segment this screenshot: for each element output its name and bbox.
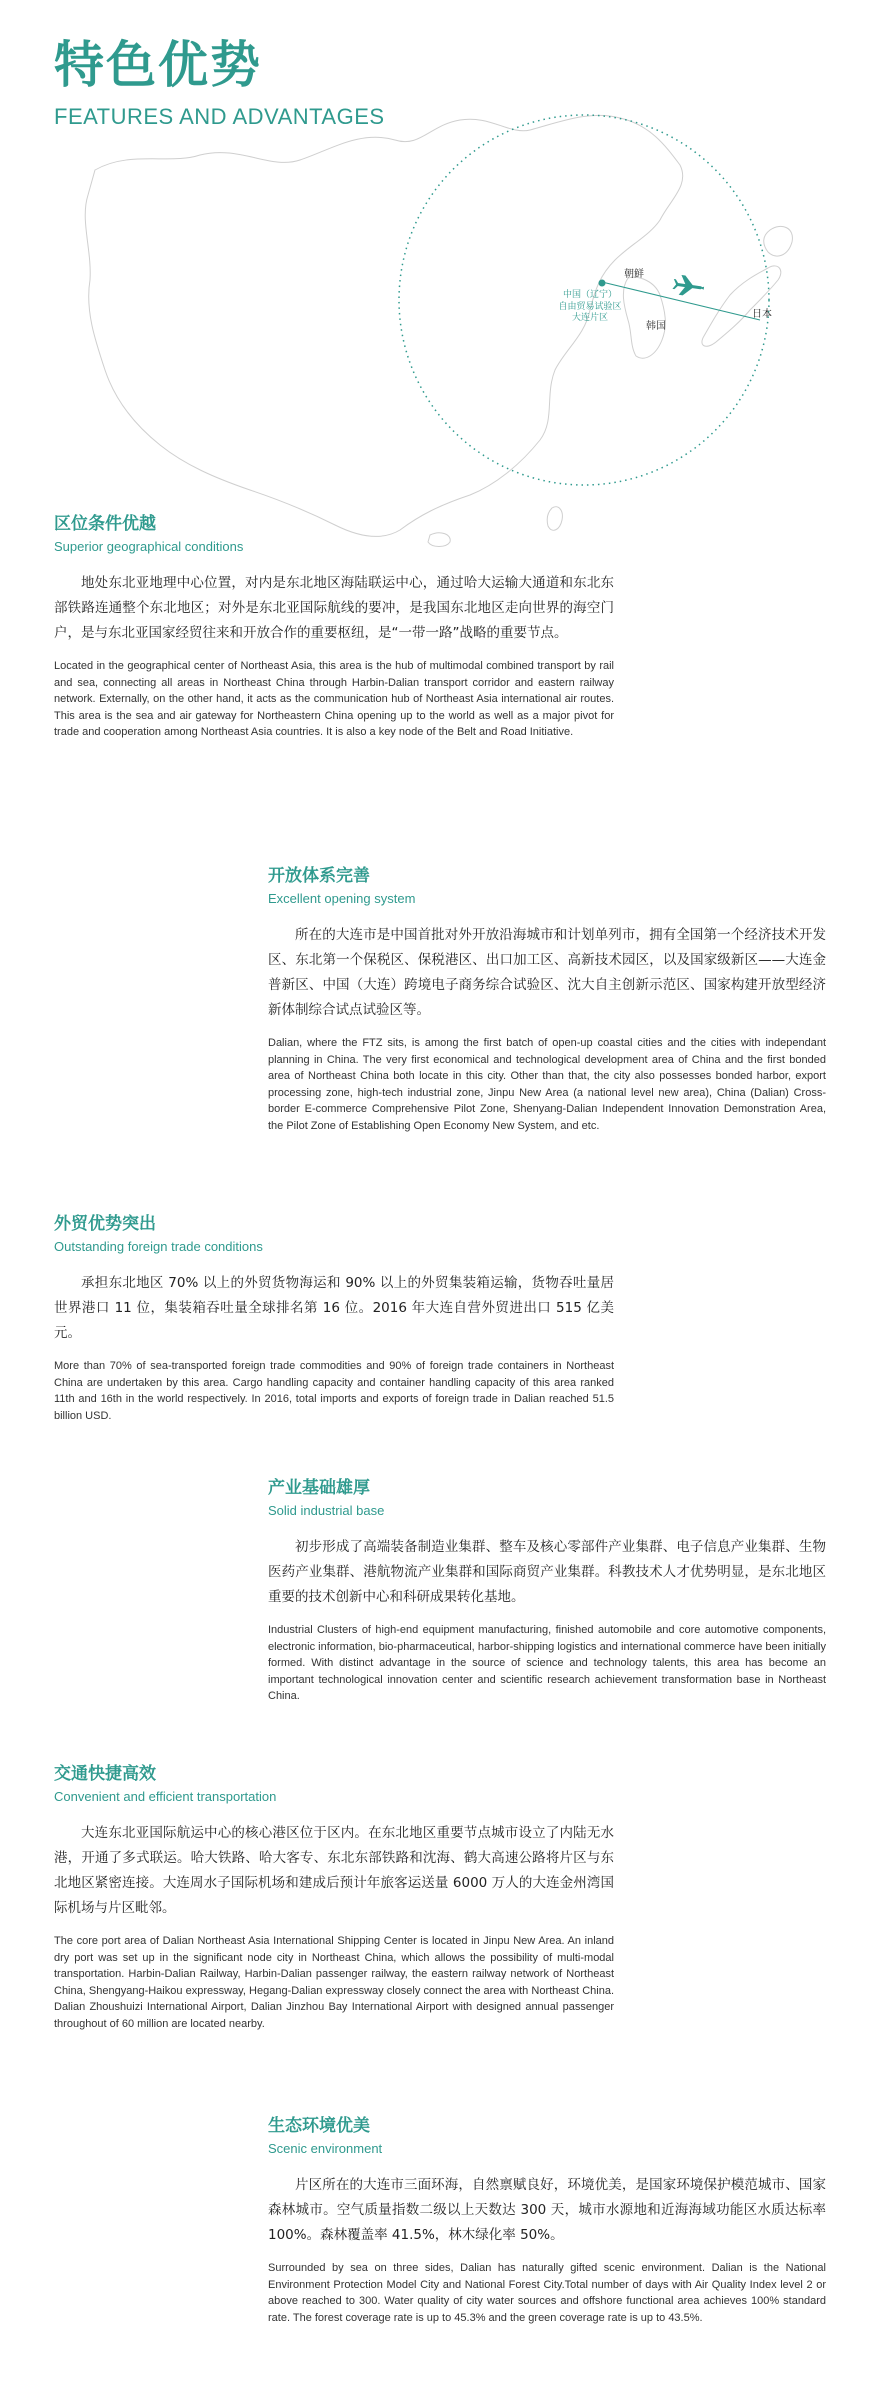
section-subtitle: Excellent opening system bbox=[268, 891, 416, 906]
airplane-icon bbox=[672, 274, 705, 298]
section-body-en: Dalian, where the FTZ sits, is among the first batch of open-up coastal cities and the cities with independant planning in China. The very first economical and technological development area of China and the first bonded area of Northeast China both locate in this city. Other than that, the city also possesses bonded harbor, export processing zone, high-tech industrial zone, Jinpu New Area (a national level new area), China (Dalian) Cross-border E-commerce Comprehensive Pilot Zone, Shenyang-Dalian Independent Innovation Demonstration Area, the Pilot Zone of Establishing Open Economy New System, and etc. bbox=[268, 1037, 826, 1132]
map-label-pilot-zone: 中国（辽宁） 自由贸易试验区 大连片区 bbox=[558, 290, 622, 324]
section-geographical bbox=[54, 516, 614, 741]
section-body-en: The core port area of Dalian Northeast Asia International Shipping Center is located in Jinpu New Area. An inland dry port was set up in the significant node city in Northeast China, which allows the possibility of multi-modal transportation. Harbin-Dalian Railway, Harbin-Dalian passenger railway, the eastern railway network of Northeast China, Shengyang-Haikou expressway, Hegang-Dalian expressway closely connect the area with Northeast China. Dalian Zhoushuizi International Airport, Dalian Jinzhou Bay International Airport with designed annual passenger throughout of 60 million are located nearby. bbox=[54, 1935, 614, 2030]
section-body-zh: 所在的大连市是中国首批对外开放沿海城市和计划单列市，拥有全国第一个经济技术开发区、东北第一个保税区、保税港区、出口加工区、高新技术园区，以及国家级新区——大连金普新区、中国（大连）跨境电子商务综合试验区、沈大自主创新示范区、国家构建开放型经济新体制综合试点试验区等。 bbox=[268, 927, 826, 1018]
section-body-en: More than 70% of sea-transported foreign trade commodities and 90% of foreign trade containers in Northeast China are undertaken by this area. Cargo handling capacity and container handling capacity of this area ranked 11th and 16th in the world respectively. In 2016, total imports and exports of foreign trade in Dalian reached 51.5 billion USD. bbox=[54, 1360, 614, 1422]
section-title: 外贸优势突出 bbox=[54, 1214, 156, 1234]
section-subtitle: Solid industrial base bbox=[268, 1503, 385, 1518]
section-opening-system bbox=[268, 868, 826, 1134]
location-map bbox=[0, 110, 878, 550]
japan-north-outline bbox=[764, 226, 793, 256]
section-body-zh: 初步形成了高端装备制造业集群、整车及核心零部件产业集群、电子信息产业集群、生物医药产业集群、港航物流产业集群和国际商贸产业集群。科教技术人才优势明显，是东北地区重要的技术创新中心和科研成果转化基地。 bbox=[268, 1539, 826, 1605]
section-body-zh: 大连东北亚国际航运中心的核心港区位于区内。在东北地区重要节点城市设立了内陆无水港，开通了多式联运。哈大铁路、哈大客专、东北东部铁路和沈海、鹤大高速公路将片区与东北地区紧密连接。大连周水子国际机场和建成后预计年旅客运送量 6000 万人的大连金州湾国际机场与片区毗邻。 bbox=[54, 1825, 614, 1916]
section-body-zh: 片区所在的大连市三面环海，自然禀赋良好，环境优美，是国家环境保护模范城市、国家森林城市。空气质量指数二级以上天数达 300 天，城市水源地和近海海域功能区水质达标率 100%。森林覆盖率 41.5%，林木绿化率 50%。 bbox=[268, 2177, 826, 2243]
section-body-zh: 承担东北地区 70% 以上的外贸货物海运和 90% 以上的外贸集装箱运输，货物吞吐量居世界港口 11 位，集装箱吞吐量全球排名第 16 位。2016 年大连自营外贸进出口 515 亿美元。 bbox=[54, 1275, 614, 1341]
section-title: 交通快捷高效 bbox=[54, 1764, 156, 1784]
section-subtitle: Outstanding foreign trade conditions bbox=[54, 1239, 263, 1254]
map-label-japan: 日本 bbox=[752, 309, 772, 320]
page-title: 特色优势 bbox=[54, 36, 262, 94]
china-outline bbox=[85, 115, 683, 536]
section-transportation bbox=[54, 1766, 614, 2032]
section-title: 生态环境优美 bbox=[268, 2116, 370, 2136]
section-body-en: Surrounded by sea on three sides, Dalian has naturally gifted scenic environment. Dalian is the National Environment Protection Model City and National Forest City.Total number of days with Air Quality Index level 2 or above reached to 300. Water quality of city water sources and offshore functional area achieves 100% standard rate. The forest coverage rate is up to 45.3% and the green coverage rate is up to 43.5%. bbox=[268, 2262, 826, 2324]
section-body-zh: 地处东北亚地理中心位置，对内是东北地区海陆联运中心，通过哈大运输大通道和东北东部铁路连通整个东北地区；对外是东北亚国际航线的要冲，是我国东北地区走向世界的海空门户，是与东北亚国家经贸往来和开放合作的重要枢纽，是“一带一路”战略的重要节点。 bbox=[54, 575, 614, 641]
map-illustration bbox=[0, 110, 878, 550]
section-industrial-base bbox=[268, 1480, 826, 1705]
map-label-north-korea: 朝鲜 bbox=[624, 269, 644, 280]
section-subtitle: Scenic environment bbox=[268, 2141, 383, 2156]
map-label-south-korea: 韩国 bbox=[646, 321, 666, 332]
page-subtitle: FEATURES AND ADVANTAGES bbox=[54, 104, 385, 129]
section-subtitle: Convenient and efficient transportation bbox=[54, 1789, 277, 1804]
section-title: 开放体系完善 bbox=[268, 866, 370, 886]
section-body-en: Located in the geographical center of Northeast Asia, this area is the hub of multimodal combined transport by rail and sea, connecting all areas in Northeast China through Harbin-Dalian transport corridor and eastern railway network. Externally, on the other hand, it acts as the communication hub of Northeast Asia international air routes. This area is the sea and air gateway for Northeastern China opening up to the world as well as a major pivot for trade and cooperation among Northeast Asia countries. It is also a key node of the Belt and Road Initiative. bbox=[54, 660, 614, 738]
section-title: 区位条件优越 bbox=[54, 514, 156, 534]
section-environment bbox=[268, 2118, 826, 2326]
section-title: 产业基础雄厚 bbox=[268, 1478, 370, 1498]
section-foreign-trade bbox=[54, 1216, 614, 1424]
location-marker-icon bbox=[599, 280, 606, 287]
section-body-en: Industrial Clusters of high-end equipment manufacturing, finished automobile and core automotive components, electronic information, bio-pharmaceutical, harbor-shipping logistics and international commerce have been initially formed. With distinct advantage in the source of science and technology talents, this area has become an important technological innovation center and scientific research achievement transformation base in Northeast China. bbox=[268, 1624, 826, 1702]
section-subtitle: Superior geographical conditions bbox=[54, 539, 244, 554]
